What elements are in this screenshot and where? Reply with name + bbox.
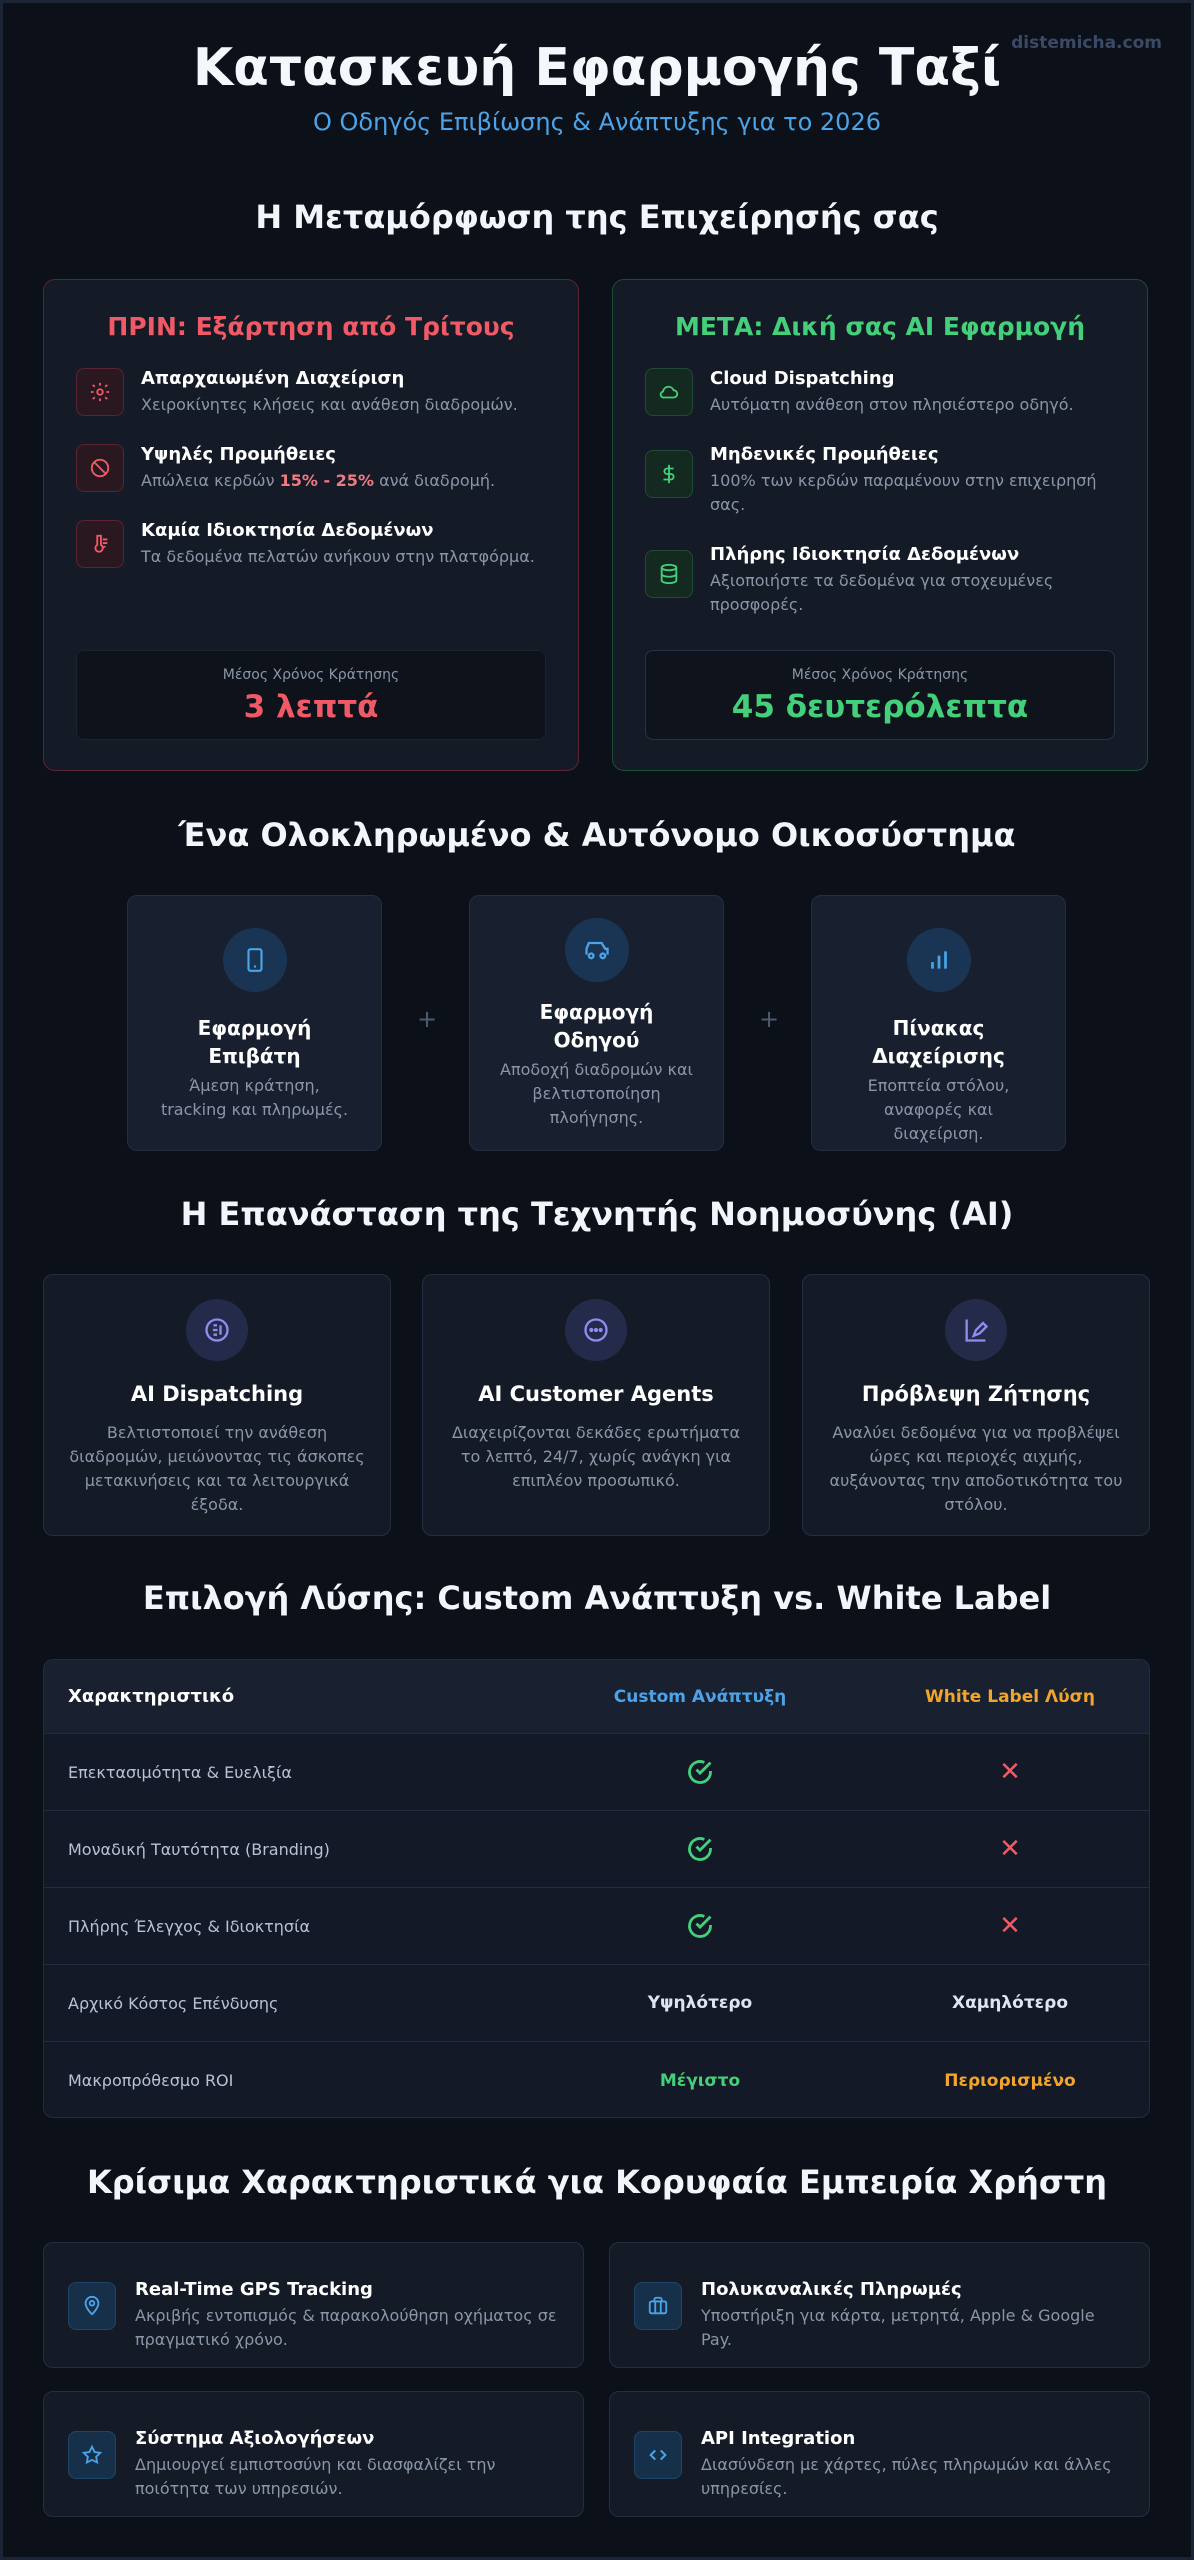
commission-range: 15% - 25%: [279, 471, 374, 490]
check-circle-icon: [530, 1811, 870, 1887]
ecosystem-card-text: Αποδοχή διαδρομών και βελτιστοποίηση πλοήγησης.: [500, 1060, 693, 1127]
ecosystem-card-title: Πίνακας Διαχείρισης: [872, 1016, 1005, 1068]
ai-card-title: Πρόβλεψη Ζήτησης: [861, 1382, 1091, 1406]
cloud-icon: [645, 368, 693, 416]
check-circle-icon: [530, 1888, 870, 1964]
feature-title: Σύστημα Αξιολογήσεων: [135, 2428, 375, 2449]
white-label-value: Χαμηλότερο: [952, 1993, 1068, 2013]
before-item: [76, 444, 552, 493]
after-heading: ΜΕΤΑ: Δική σας AI Εφαρμογή: [674, 312, 1086, 341]
before-heading: ΠΡΙΝ: Εξάρτηση από Τρίτους: [107, 312, 515, 341]
ecosystem-card-text: Άμεση κράτηση, tracking και πληρωμές.: [160, 1076, 349, 1119]
section-title-transformation: Η Μεταμόρφωση της Επιχείρησής σας: [255, 198, 939, 236]
cross-icon: ✕: [999, 1757, 1021, 1787]
dollar-icon: [645, 450, 693, 498]
after-item-text: Αυτόματη ανάθεση στον πλησιέστερο οδηγό.: [710, 395, 1074, 414]
ecosystem-card-admin: [811, 895, 1066, 1151]
feature-title: API Integration: [701, 2428, 856, 2449]
smartphone-icon: [223, 928, 287, 992]
after-item-title: Cloud Dispatching: [710, 368, 895, 389]
data-lock-icon: [76, 520, 124, 568]
table-row: [44, 1965, 1149, 2042]
ai-card-text: Αναλύει δεδομένα για να προβλέψει ώρες και περιοχές αιχμής, αυξάνοντας την αποδοτικότητα του στόλου.: [829, 1423, 1123, 1514]
row-feature: Μακροπρόθεσμο ROI: [68, 2071, 234, 2090]
before-item-text: Απώλεια κερδών 15% - 25% ανά διαδρομή.: [141, 471, 496, 490]
before-item-title: Υψηλές Προμήθειες: [141, 444, 336, 465]
ai-card-demand: [802, 1274, 1150, 1536]
bar-chart-icon: [907, 928, 971, 992]
ban-icon: [76, 444, 124, 492]
before-metric-box: [76, 650, 546, 740]
before-item: [76, 368, 552, 417]
after-item: [645, 368, 1121, 417]
after-item-text: Αξιοποιήστε τα δεδομένα για στοχευμένες προσφορές.: [710, 571, 1054, 614]
section-title-ecosystem: Ένα Ολοκληρωμένο & Αυτόνομο Οικοσύστημα: [178, 816, 1016, 854]
cross-icon: ✕: [999, 1911, 1021, 1941]
ecosystem-card-passenger: [127, 895, 382, 1151]
ecosystem-card-title: Εφαρμογή Οδηγού: [539, 1000, 654, 1052]
ecosystem-card-text: Εποπτεία στόλου, αναφορές και διαχείριση.: [867, 1076, 1010, 1143]
feature-text: Διασύνδεση με χάρτες, πύλες πληρωμών και άλλες υπηρεσίες.: [701, 2455, 1112, 2498]
row-feature: Πλήρης Έλεγχος & Ιδιοκτησία: [68, 1916, 311, 1936]
before-item-title: Καμία Ιδιοκτησία Δεδομένων: [141, 520, 434, 541]
gear-icon: [76, 368, 124, 416]
table-row: [44, 2042, 1149, 2118]
section-title-features: Κρίσιμα Χαρακτηριστικά για Κορυφαία Εμπειρία Χρήστη: [86, 2163, 1108, 2201]
white-label-value: Περιορισμένο: [944, 2070, 1076, 2091]
feature-text: Δημιουργεί εμπιστοσύνη και διασφαλίζει την ποιότητα των υπηρεσιών.: [135, 2455, 496, 2498]
page-title: Κατασκευή Εφαρμογής Ταξί: [192, 38, 1002, 98]
check-circle-icon: [530, 1734, 870, 1810]
feature-card-gps: [43, 2242, 584, 2368]
car-icon: [565, 918, 629, 982]
header-custom: Custom Ανάπτυξη: [613, 1686, 787, 1707]
after-card: [612, 279, 1148, 771]
table-header-row: [44, 1660, 1149, 1734]
before-item-text: Χειροκίνητες κλήσεις και ανάθεση διαδρομών.: [141, 395, 518, 414]
before-item-text: Τα δεδομένα πελατών ανήκουν στην πλατφόρμα.: [141, 547, 535, 566]
after-item: [645, 544, 1121, 617]
feature-title: Πολυκαναλικές Πληρωμές: [701, 2279, 962, 2300]
chat-icon: [565, 1299, 627, 1361]
row-feature: Επεκτασιμότητα & Ευελιξία: [68, 1762, 292, 1782]
table-row: [44, 1734, 1149, 1811]
feature-card-api: [609, 2391, 1150, 2517]
before-card: [43, 279, 579, 771]
map-pin-icon: [68, 2282, 116, 2330]
after-item-title: Μηδενικές Προμήθειες: [710, 444, 939, 465]
code-icon: [634, 2431, 682, 2479]
after-item-title: Πλήρης Ιδιοκτησία Δεδομένων: [710, 544, 1020, 565]
row-feature: Αρχικό Κόστος Επένδυσης: [68, 1993, 279, 2013]
header-feature: Χαρακτηριστικό: [68, 1686, 235, 1707]
ai-route-icon: [186, 1299, 248, 1361]
wallet-icon: [634, 2282, 682, 2330]
metric-label: Μέσος Χρόνος Κράτησης: [222, 667, 400, 683]
metric-value: 3 λεπτά: [243, 689, 379, 725]
database-icon: [645, 550, 693, 598]
metric-label: Μέσος Χρόνος Κράτησης: [791, 667, 969, 683]
before-item: [76, 520, 552, 569]
table-row: [44, 1811, 1149, 1888]
feature-card-ratings: [43, 2391, 584, 2517]
table-row: [44, 1888, 1149, 1965]
page-subtitle: Ο Οδηγός Επιβίωσης & Ανάπτυξης για το 2026: [312, 108, 881, 136]
ai-card-title: AI Customer Agents: [478, 1382, 714, 1406]
feature-title: Real-Time GPS Tracking: [135, 2279, 373, 2300]
ecosystem-card-title: Εφαρμογή Επιβάτη: [197, 1016, 312, 1068]
site-watermark[interactable]: distemicha.com: [1011, 33, 1162, 53]
header-white-label: White Label Λύση: [925, 1686, 1095, 1707]
comparison-table: [43, 1659, 1150, 2118]
plus-sign: +: [759, 1005, 780, 1033]
custom-value: Υψηλότερο: [647, 1993, 753, 2013]
after-item: [645, 444, 1121, 517]
feature-card-payments: [609, 2242, 1150, 2368]
feature-text: Υποστήριξη για κάρτα, μετρητά, Apple & Google Pay.: [701, 2306, 1095, 2349]
ecosystem-card-driver: [469, 895, 724, 1151]
ai-card-agents: [422, 1274, 770, 1536]
ai-card-title: AI Dispatching: [130, 1382, 304, 1406]
feature-text: Ακριβής εντοπισμός & παρακολούθηση οχήματος σε πραγματικό χρόνο.: [135, 2306, 557, 2349]
custom-value: Μέγιστο: [659, 2070, 741, 2091]
before-item-title: Απαρχαιωμένη Διαχείριση: [141, 368, 405, 389]
star-icon: [68, 2431, 116, 2479]
ai-card-text: Διαχειρίζονται δεκάδες ερωτήματα το λεπτό, 24/7, χωρίς ανάγκη για επιπλέον προσωπικό.: [451, 1423, 741, 1490]
section-title-comparison: Επιλογή Λύσης: Custom Ανάπτυξη vs. White Label: [142, 1579, 1052, 1617]
metric-value: 45 δευτερόλεπτα: [731, 689, 1029, 725]
cross-icon: ✕: [999, 1834, 1021, 1864]
after-item-text: 100% των κερδών παραμένουν στην επιχειρησή σας.: [710, 471, 1097, 514]
chart-pen-icon: [945, 1299, 1007, 1361]
ai-card-text: Βελτιστοποιεί την ανάθεση διαδρομών, μειώνοντας τις άσκοπες μετακινήσεις και τα λειτουργικά έξοδα.: [69, 1423, 365, 1514]
after-metric-box: [645, 650, 1115, 740]
ai-card-dispatching: [43, 1274, 391, 1536]
section-title-ai: Η Επανάσταση της Τεχνητής Νοημοσύνης (AI): [180, 1195, 1014, 1233]
plus-sign: +: [417, 1005, 438, 1033]
row-feature: Μοναδική Ταυτότητα (Branding): [68, 1839, 330, 1859]
